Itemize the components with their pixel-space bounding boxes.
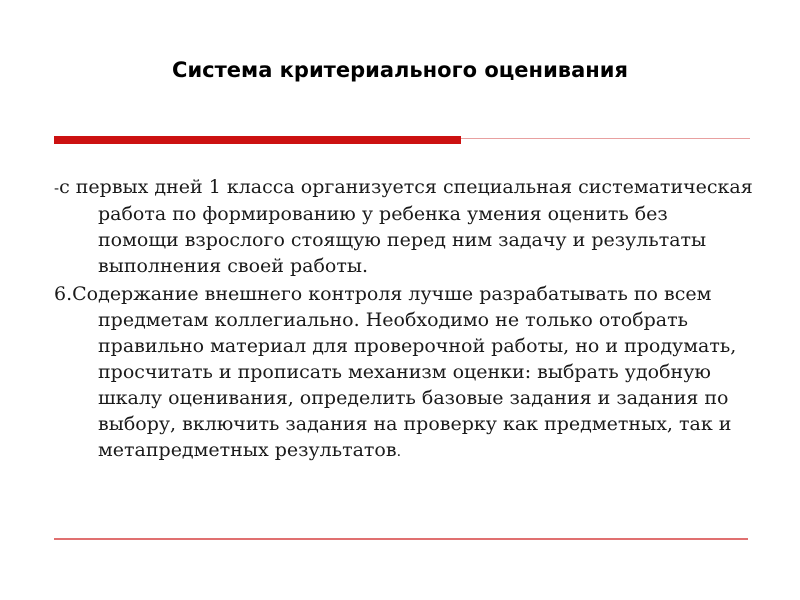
paragraph-2-text: Содержание внешнего контроля лучше разрабатывать по всем предметам коллегиально. Необходимо не только отобрать правильно материал для проверочной работы, но и продумать, просчитать и прописать механизм оценки: выбрать удобную шкалу оценивания, определить базовые задания и задания по выбору, включить задания на проверку как предметных, так и метапредметных результатов [72, 283, 737, 461]
slide-body [54, 174, 754, 467]
title-divider-accent [54, 136, 461, 144]
slide-title: Система критериального оценивания [172, 58, 628, 82]
paragraph-1-marker: - [54, 179, 60, 197]
paragraph-2-end: . [396, 444, 402, 460]
paragraph-1-text: с первых дней 1 класса организуется специальная систематическая работа по формированию у ребенка умения оценить без помощи взрослого стоящую перед ним задачу и результаты выполнения своей работы. [59, 176, 753, 277]
footer-divider [54, 538, 748, 540]
paragraph-2-marker: 6. [54, 283, 73, 305]
paragraph-1 [54, 174, 754, 279]
paragraph-2 [54, 281, 754, 465]
